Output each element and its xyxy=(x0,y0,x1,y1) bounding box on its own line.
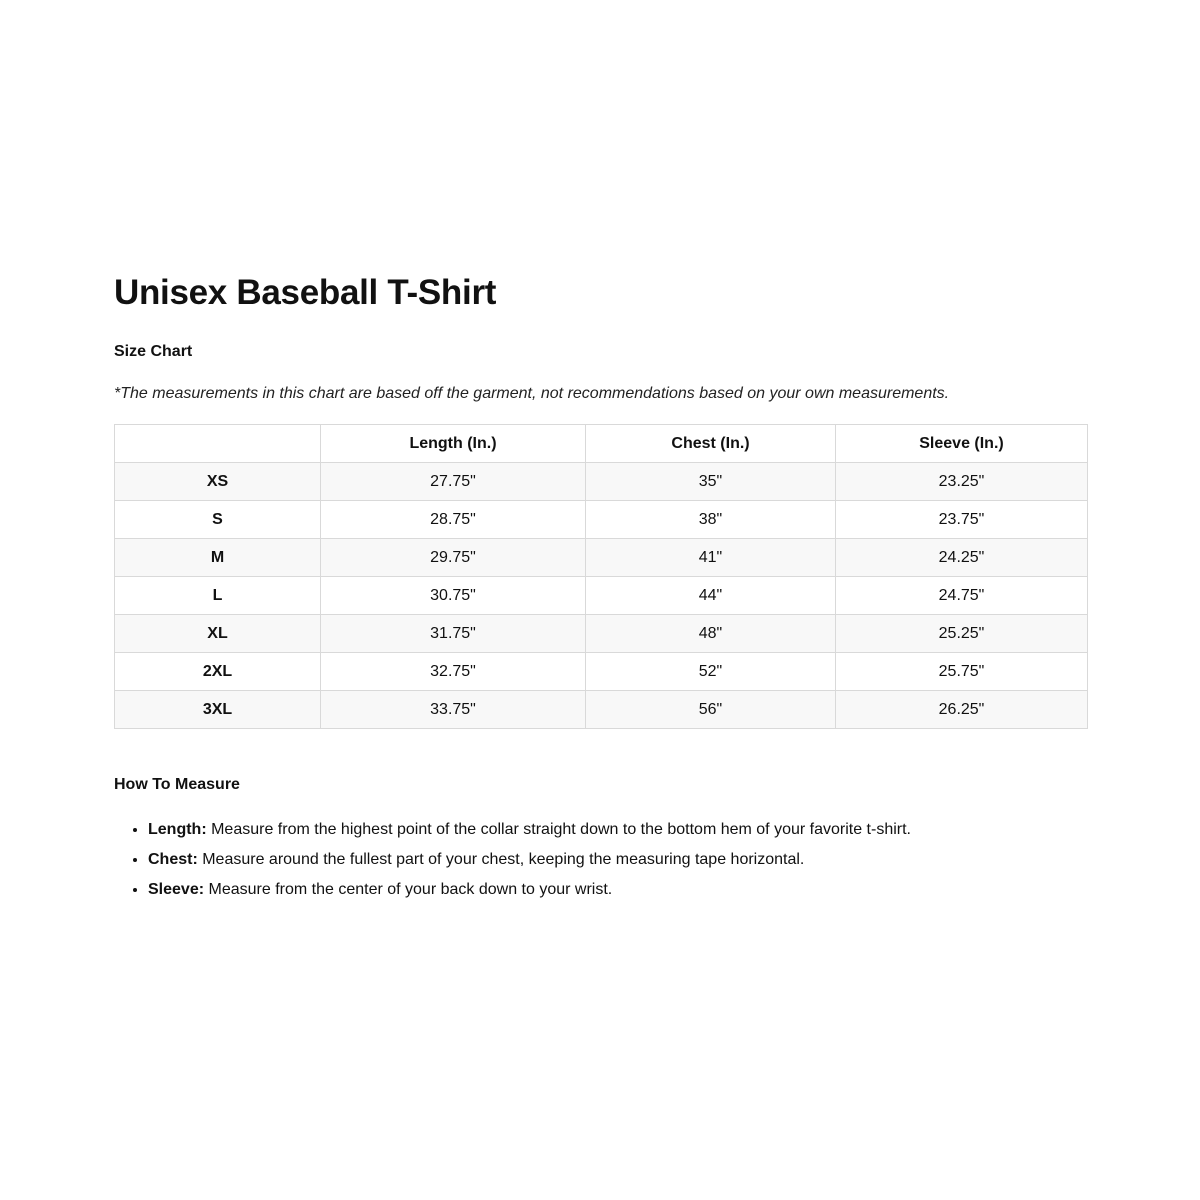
measure-text: Measure from the highest point of the collar straight down to the bottom hem of your favorite t-shirt. xyxy=(206,821,911,838)
measure-text: Measure from the center of your back down to your wrist. xyxy=(204,881,613,898)
measure-instructions-list xyxy=(114,815,1087,905)
measure-label: Length: xyxy=(148,821,207,838)
size-cell: L xyxy=(115,577,321,615)
header-size xyxy=(115,425,321,463)
list-item xyxy=(148,845,1087,875)
chest-cell: 35" xyxy=(586,463,836,501)
table-header-row xyxy=(115,425,1088,463)
chest-cell: 44" xyxy=(586,577,836,615)
measure-text: Measure around the fullest part of your chest, keeping the measuring tape horizontal. xyxy=(197,851,805,868)
sleeve-cell: 24.25" xyxy=(836,539,1088,577)
size-cell: XS xyxy=(115,463,321,501)
size-chart-heading: Size Chart xyxy=(114,343,193,360)
size-chart-table xyxy=(114,424,1088,729)
table-row xyxy=(115,501,1088,539)
table-row xyxy=(115,539,1088,577)
header-chest: Chest (In.) xyxy=(586,425,836,463)
table-row xyxy=(115,463,1088,501)
length-cell: 28.75" xyxy=(321,501,586,539)
size-cell: 3XL xyxy=(115,691,321,729)
chest-cell: 41" xyxy=(586,539,836,577)
table-row xyxy=(115,691,1088,729)
size-cell: M xyxy=(115,539,321,577)
sleeve-cell: 23.25" xyxy=(836,463,1088,501)
header-length: Length (In.) xyxy=(321,425,586,463)
measure-label: Chest: xyxy=(148,851,198,868)
header-sleeve: Sleeve (In.) xyxy=(836,425,1088,463)
size-cell: XL xyxy=(115,615,321,653)
sleeve-cell: 25.25" xyxy=(836,615,1088,653)
length-cell: 29.75" xyxy=(321,539,586,577)
sleeve-cell: 26.25" xyxy=(836,691,1088,729)
table-row xyxy=(115,653,1088,691)
how-to-measure-heading: How To Measure xyxy=(114,776,240,793)
measure-label: Sleeve: xyxy=(148,881,205,898)
list-item xyxy=(148,815,1087,845)
size-cell: 2XL xyxy=(115,653,321,691)
sleeve-cell: 24.75" xyxy=(836,577,1088,615)
chest-cell: 48" xyxy=(586,615,836,653)
chest-cell: 56" xyxy=(586,691,836,729)
measurement-note: *The measurements in this chart are based off the garment, not recommendations based on your own measurements. xyxy=(114,385,950,402)
sleeve-cell: 23.75" xyxy=(836,501,1088,539)
table-row xyxy=(115,615,1088,653)
list-item xyxy=(148,875,1087,905)
sleeve-cell: 25.75" xyxy=(836,653,1088,691)
length-cell: 33.75" xyxy=(321,691,586,729)
length-cell: 30.75" xyxy=(321,577,586,615)
size-guide xyxy=(114,272,1087,905)
length-cell: 32.75" xyxy=(321,653,586,691)
chest-cell: 52" xyxy=(586,653,836,691)
table-row xyxy=(115,577,1088,615)
size-cell: S xyxy=(115,501,321,539)
page-title: Unisex Baseball T-Shirt xyxy=(114,273,497,312)
chest-cell: 38" xyxy=(586,501,836,539)
length-cell: 27.75" xyxy=(321,463,586,501)
length-cell: 31.75" xyxy=(321,615,586,653)
